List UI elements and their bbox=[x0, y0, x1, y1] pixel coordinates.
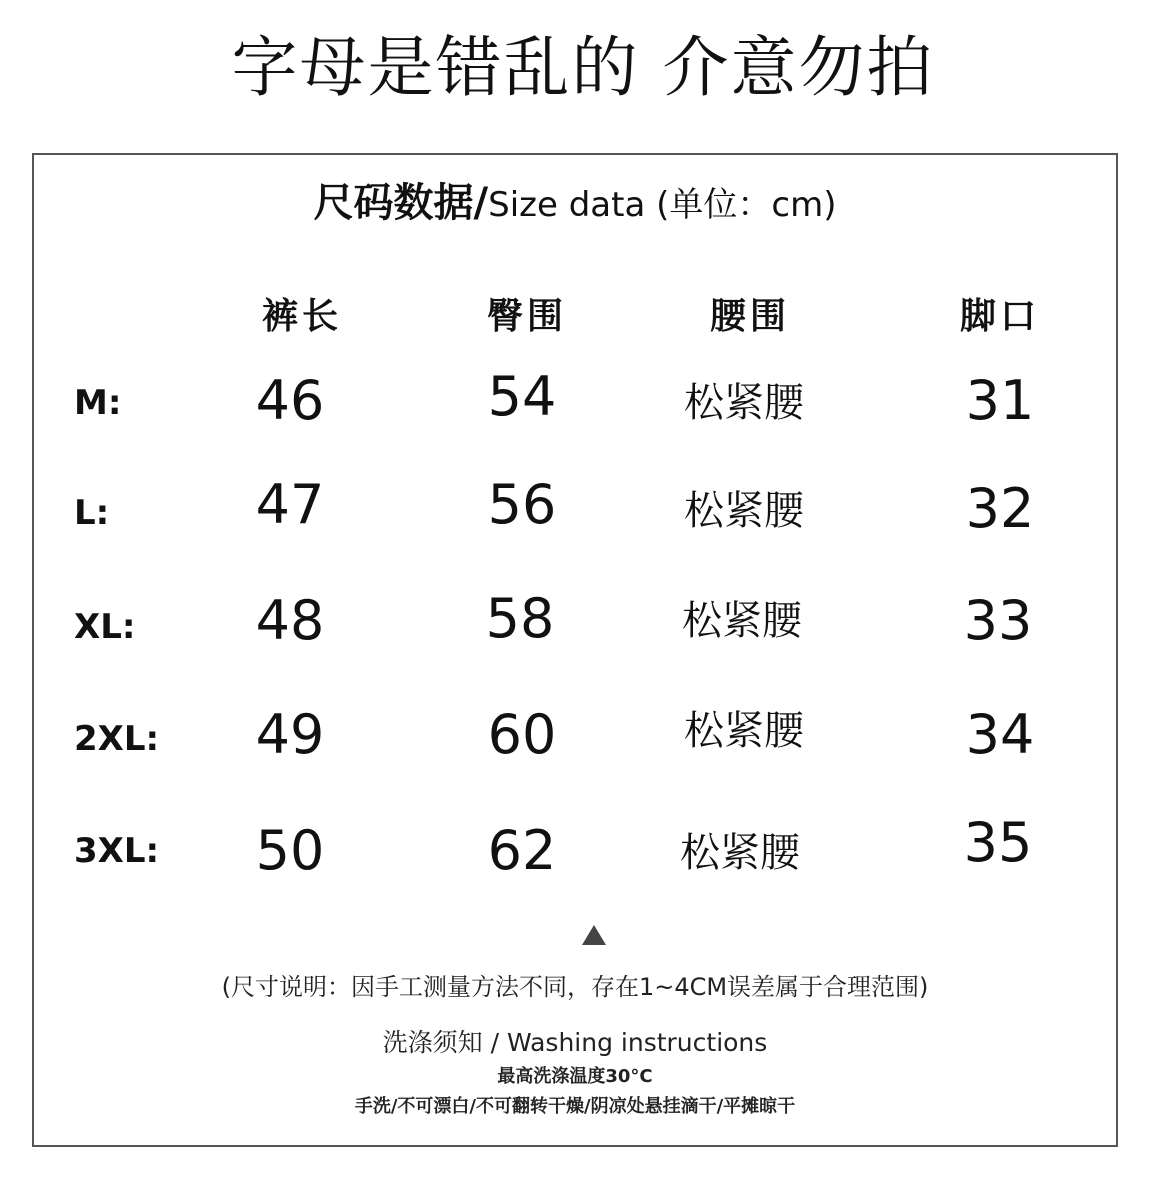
cell-l-waist: 松紧腰 bbox=[684, 488, 804, 534]
cell-m-hip: 54 bbox=[487, 365, 557, 428]
cell-l-length: 47 bbox=[255, 473, 325, 536]
size-label-l: L: bbox=[74, 493, 110, 533]
measurement-note: (尺寸说明：因手工测量方法不同，存在1~4CM误差属于合理范围) bbox=[221, 973, 929, 1001]
cell-m-waist: 松紧腰 bbox=[684, 380, 804, 426]
cell-2xl-hem: 34 bbox=[965, 703, 1035, 766]
size-label-xl: XL: bbox=[74, 607, 136, 647]
cell-xl-hem: 33 bbox=[963, 589, 1033, 652]
cell-3xl-hem: 35 bbox=[963, 811, 1033, 874]
cell-xl-waist: 松紧腰 bbox=[682, 598, 802, 644]
cell-m-length: 46 bbox=[255, 369, 325, 432]
notice-banner: 字母是错乱的 介意勿拍 bbox=[231, 29, 935, 106]
cell-2xl-hip: 60 bbox=[487, 703, 557, 766]
washing-temperature: 最高洗涤温度30°C bbox=[497, 1066, 653, 1087]
cell-m-hem: 31 bbox=[965, 369, 1035, 432]
chart-heading bbox=[34, 179, 1116, 229]
column-header-hem: 脚口 bbox=[959, 296, 1040, 337]
cell-2xl-length: 49 bbox=[255, 703, 325, 766]
washing-title: 洗涤须知 / Washing instructions bbox=[382, 1028, 768, 1057]
size-chart-card bbox=[32, 153, 1118, 1147]
triangle-marker-icon bbox=[582, 925, 606, 945]
cell-3xl-waist: 松紧腰 bbox=[680, 830, 800, 876]
column-header-length: 裤长 bbox=[261, 296, 342, 337]
cell-xl-length: 48 bbox=[255, 589, 325, 652]
cell-3xl-length: 50 bbox=[255, 819, 325, 882]
cell-xl-hip: 58 bbox=[485, 587, 555, 650]
cell-l-hip: 56 bbox=[487, 473, 557, 536]
size-label-m: M: bbox=[74, 383, 122, 423]
cell-2xl-waist: 松紧腰 bbox=[684, 708, 804, 754]
washing-steps: 手洗/不可漂白/不可翻转干燥/阴凉处悬挂滴干/平摊晾干 bbox=[354, 1096, 796, 1117]
size-label-2xl: 2XL: bbox=[74, 719, 160, 759]
column-header-hip: 臀围 bbox=[486, 296, 567, 337]
heading-zh: 尺码数据/ bbox=[313, 180, 489, 226]
cell-l-hem: 32 bbox=[965, 477, 1035, 540]
heading-en: Size data (单位：cm) bbox=[488, 185, 837, 225]
column-header-waist: 腰围 bbox=[709, 296, 790, 337]
size-label-3xl: 3XL: bbox=[74, 831, 160, 871]
cell-3xl-hip: 62 bbox=[487, 819, 557, 882]
